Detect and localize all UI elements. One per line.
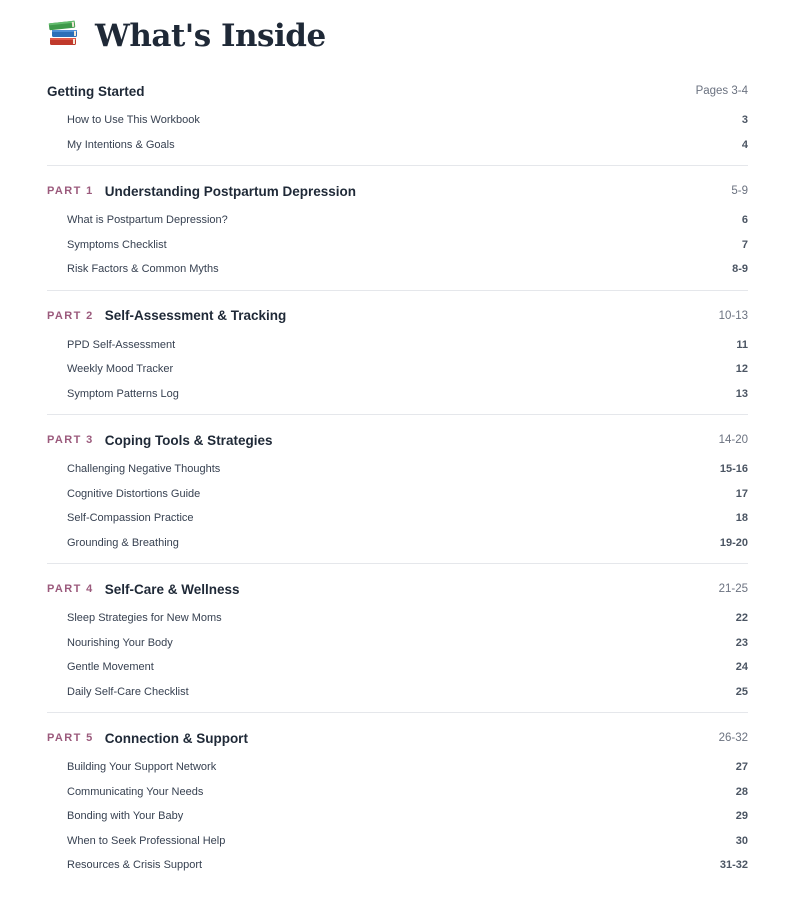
toc-entry-label: Gentle Movement: [67, 661, 154, 674]
section-items: [47, 457, 748, 555]
section-items: [47, 333, 748, 407]
part-label: PART 2: [47, 309, 94, 322]
toc-entry[interactable]: [67, 780, 748, 805]
toc-entry-label: Daily Self-Care Checklist: [67, 685, 189, 698]
section-items: [47, 108, 748, 157]
section-title: Coping Tools & Strategies: [104, 432, 273, 448]
section-items: [47, 755, 748, 878]
toc-entry-page: 11: [736, 338, 748, 351]
toc-section: [47, 72, 748, 166]
toc-entry[interactable]: [67, 108, 748, 133]
toc-entry-label: PPD Self-Assessment: [67, 338, 176, 351]
toc-entry-label: How to Use This Workbook: [67, 114, 200, 127]
section-page-range: 21-25: [718, 583, 748, 595]
toc-entry-label: Challenging Negative Thoughts: [67, 463, 221, 476]
section-header[interactable]: [47, 178, 748, 204]
section-header[interactable]: [47, 725, 748, 751]
section-header[interactable]: [47, 427, 748, 453]
toc-entry-page: 13: [735, 387, 748, 400]
toc-entry-label: Bonding with Your Baby: [67, 810, 184, 823]
toc-entry[interactable]: [67, 382, 748, 407]
page-title: What's Inside: [95, 17, 326, 54]
toc-entry[interactable]: [67, 506, 748, 531]
toc-entry-page: 23: [735, 636, 748, 649]
section-header-left: [47, 731, 248, 746]
section-header[interactable]: [47, 576, 748, 602]
toc-entry-page: 28: [735, 785, 748, 798]
section-title: Getting Started: [47, 83, 145, 99]
toc-entry-label: Risk Factors & Common Myths: [67, 263, 219, 276]
toc-entry[interactable]: [67, 357, 748, 382]
section-page-range: 10-13: [718, 309, 748, 322]
toc-entry-label: When to Seek Professional Help: [67, 834, 226, 847]
toc-entry-label: Symptom Patterns Log: [67, 387, 179, 400]
toc-entry-label: Sleep Strategies for New Moms: [67, 612, 222, 625]
toc-entry[interactable]: [67, 755, 748, 780]
section-header-left: [47, 84, 145, 99]
toc-entry-label: My Intentions & Goals: [67, 138, 175, 151]
toc-entry-label: Self-Compassion Practice: [67, 512, 194, 525]
toc-entry-page: 24: [735, 661, 748, 674]
toc-entry-page: 17: [735, 487, 748, 500]
toc-section: [47, 564, 748, 713]
toc-entry-page: 18: [735, 512, 748, 525]
toc-entry-label: Nourishing Your Body: [67, 636, 173, 649]
toc-entry[interactable]: [67, 457, 748, 482]
toc-entry[interactable]: [67, 208, 748, 233]
section-page-range: 5-9: [731, 185, 748, 197]
toc-entry-page: 3: [741, 114, 748, 127]
section-title: Self-Care & Wellness: [104, 581, 240, 597]
table-of-contents: [47, 0, 748, 886]
toc-entry-page: 4: [741, 138, 748, 151]
toc-entry-page: 22: [735, 612, 748, 625]
section-header[interactable]: [47, 303, 748, 329]
toc-entry[interactable]: [67, 655, 748, 680]
toc-entry[interactable]: [67, 233, 748, 258]
section-title: Understanding Postpartum Depression: [104, 183, 356, 199]
toc-entry-page: 19-20: [719, 536, 748, 549]
toc-entry[interactable]: [67, 680, 748, 705]
section-items: [47, 208, 748, 282]
title-row: [47, 0, 748, 72]
books-icon: [47, 16, 81, 50]
section-header-left: [47, 433, 272, 448]
toc-entry-page: 25: [735, 685, 748, 698]
toc-entry[interactable]: [67, 333, 748, 358]
toc-entry-page: 29: [735, 810, 748, 823]
toc-entry-label: Symptoms Checklist: [67, 238, 167, 251]
toc-entry-page: 7: [741, 238, 748, 251]
part-label: PART 3: [47, 434, 94, 446]
toc-entry[interactable]: [67, 606, 748, 631]
toc-entry-label: What is Postpartum Depression?: [67, 214, 228, 227]
toc-entry-page: 27: [735, 761, 748, 774]
section-items: [47, 606, 748, 704]
section-page-range: 14-20: [718, 434, 748, 446]
toc-entry[interactable]: [67, 482, 748, 507]
toc-entry-label: Building Your Support Network: [67, 761, 217, 774]
toc-section: [47, 291, 748, 416]
toc-entry-label: Cognitive Distortions Guide: [67, 487, 201, 500]
section-page-range: 26-32: [718, 732, 748, 744]
toc-entry[interactable]: [67, 257, 748, 282]
toc-entry-page: 15-16: [719, 463, 748, 476]
toc-section: [47, 415, 748, 564]
section-page-range: Pages 3-4: [695, 85, 748, 97]
toc-entry[interactable]: [67, 829, 748, 854]
section-header-left: [47, 582, 240, 597]
section-header[interactable]: [47, 78, 748, 104]
toc-section: [47, 713, 748, 886]
toc-entry[interactable]: [67, 853, 748, 878]
toc-entry-page: 12: [735, 363, 748, 376]
part-label: PART 4: [47, 583, 94, 595]
toc-entry[interactable]: [67, 804, 748, 829]
toc-section: [47, 166, 748, 291]
toc-entry-label: Grounding & Breathing: [67, 536, 179, 549]
toc-entry-page: 8-9: [732, 263, 748, 276]
section-title: Connection & Support: [104, 730, 248, 746]
part-label: PART 1: [47, 185, 94, 197]
toc-entry-page: 30: [735, 834, 748, 847]
section-list: [47, 72, 748, 886]
toc-entry[interactable]: [67, 133, 748, 158]
section-header-left: [47, 184, 356, 199]
section-title: Self-Assessment & Tracking: [104, 308, 287, 323]
toc-entry-page: 31-32: [719, 859, 748, 872]
toc-entry-label: Resources & Crisis Support: [67, 859, 203, 872]
toc-entry[interactable]: [67, 531, 748, 556]
section-header-left: [47, 308, 286, 323]
toc-entry-page: 6: [741, 214, 748, 227]
toc-entry[interactable]: [67, 631, 748, 656]
toc-entry-label: Communicating Your Needs: [67, 785, 204, 798]
part-label: PART 5: [47, 732, 94, 744]
toc-entry-label: Weekly Mood Tracker: [67, 363, 174, 376]
